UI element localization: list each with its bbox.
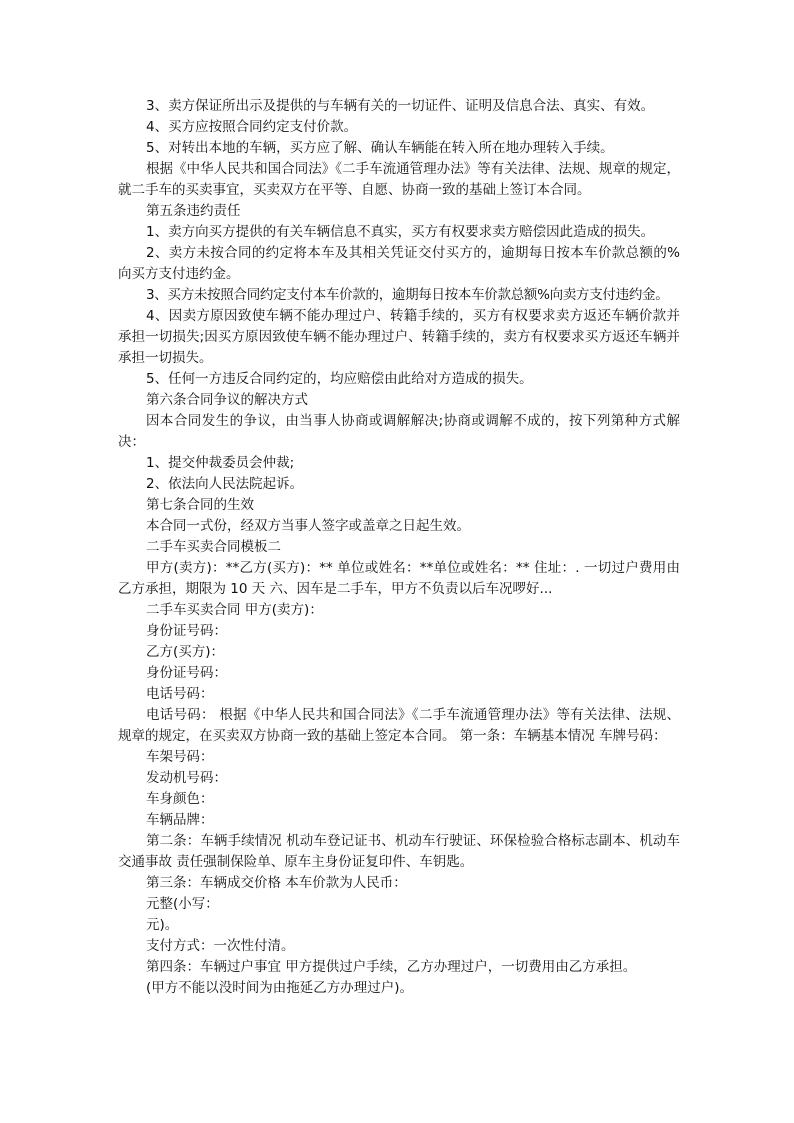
article-3-price: 第三条：车辆成交价格 本车价款为人民币：: [146, 875, 407, 891]
article-5-item-2: 2、卖方未按合同的约定将本车及其相关凭证交付买方的，逾期每日按本车价款总额的%向买方支付违约金。: [118, 245, 680, 282]
party-a-seller-field: 二手车买卖合同 甲方(卖方)：: [146, 602, 323, 618]
template-2-summary: 甲方(卖方)：**乙方(买方)：** 单位或姓名：**单位或姓名：** 住址：. 一切过户费用由乙方承担，期限为 10 天 六、因车是二手车，甲方不负责以后车况啰好...: [118, 560, 680, 597]
article-2-vehicle-documents: 第二条：车辆手续情况 机动车登记证书、机动车行驶证、环保检验合格标志副本、机动车交通事故 责任强制保险单、原车主身份证复印件、车钥匙。: [118, 833, 680, 870]
payment-method: 支付方式：一次性付清。: [146, 938, 295, 954]
price-in-figures-field: 元)。: [146, 917, 179, 933]
party-a-id-field: 身份证号码：: [146, 623, 227, 639]
article-4-transfer: 第四条：车辆过户事宜 甲方提供过户手续，乙方办理过户，一切费用由乙方承担。: [146, 959, 637, 975]
clause-4-buyer-payment: 4、买方应按照合同约定支付价款。: [146, 119, 358, 135]
article-5-item-1: 1、卖方向买方提供的有关车辆信息不真实，买方有权要求卖方赔偿因此造成的损失。: [146, 224, 655, 240]
article-5-item-4: 4、因卖方原因致使车辆不能办理过户、转籍手续的，买方有权要求卖方返还车辆价款并承担一切损失;因买方原因致使车辆不能办理过户、转籍手续的，卖方有权要求买方返还车辆并承担一切损失。: [118, 308, 680, 366]
article-5-item-3: 3、买方未按照合同约定支付本车价款的，逾期每日按本车价款总额%向卖方支付违约金。: [146, 287, 669, 303]
article-6-item-2: 2、依法向人民法院起诉。: [146, 476, 304, 492]
clause-5-transfer-confirm: 5、对转出本地的车辆，买方应了解、确认车辆能在转入所在地办理转入手续。: [146, 140, 614, 156]
article-6-heading: 第六条合同争议的解决方式: [146, 392, 308, 408]
article-7-body: 本合同一式份，经双方当事人签字或盖章之日起生效。: [146, 518, 470, 534]
article-5-heading: 第五条违约责任: [146, 203, 241, 219]
article-6-body: 因本合同发生的争议，由当事人协商或调解解决;协商或调解不成的，按下列第种方式解决：: [118, 413, 680, 450]
phone-field-2-and-article-1: 电话号码： 根据《中华人民共和国合同法》《二手车流通管理办法》等有关法律、法规、规章的规定，在买卖双方协商一致的基础上签定本合同。 第一条：车辆基本情况 车牌号码：: [118, 707, 680, 744]
party-b-id-field: 身份证号码：: [146, 665, 227, 681]
template-2-title: 二手车买卖合同模板二: [146, 539, 281, 555]
vin-field: 车架号码：: [146, 749, 214, 765]
party-b-buyer-field: 乙方(买方)：: [146, 644, 225, 660]
article-6-item-1: 1、提交仲裁委员会仲裁;: [146, 455, 295, 471]
legal-basis-paragraph: 根据《中华人民共和国合同法》《二手车流通管理办法》等有关法律、法规、规章的规定，就二手车的买卖事宜，买卖双方在平等、自愿、协商一致的基础上签订本合同。: [118, 161, 680, 198]
article-5-item-5: 5、任何一方违反合同约定的，均应赔偿由此给对方造成的损失。: [146, 371, 533, 387]
body-color-field: 车身颜色：: [146, 791, 214, 807]
clause-3-seller-guarantee: 3、卖方保证所出示及提供的与车辆有关的一切证件、证明及信息合法、真实、有效。: [146, 98, 655, 114]
article-7-heading: 第七条合同的生效: [146, 497, 254, 513]
price-in-words-field: 元整(小写：: [146, 896, 219, 912]
engine-number-field: 发动机号码：: [146, 770, 227, 786]
phone-field-1: 电话号码：: [146, 686, 214, 702]
document-page: [118, 96, 680, 999]
article-4-note: (甲方不能以没时间为由拖延乙方办理过户)。: [146, 980, 414, 996]
vehicle-brand-field: 车辆品牌：: [146, 812, 214, 828]
